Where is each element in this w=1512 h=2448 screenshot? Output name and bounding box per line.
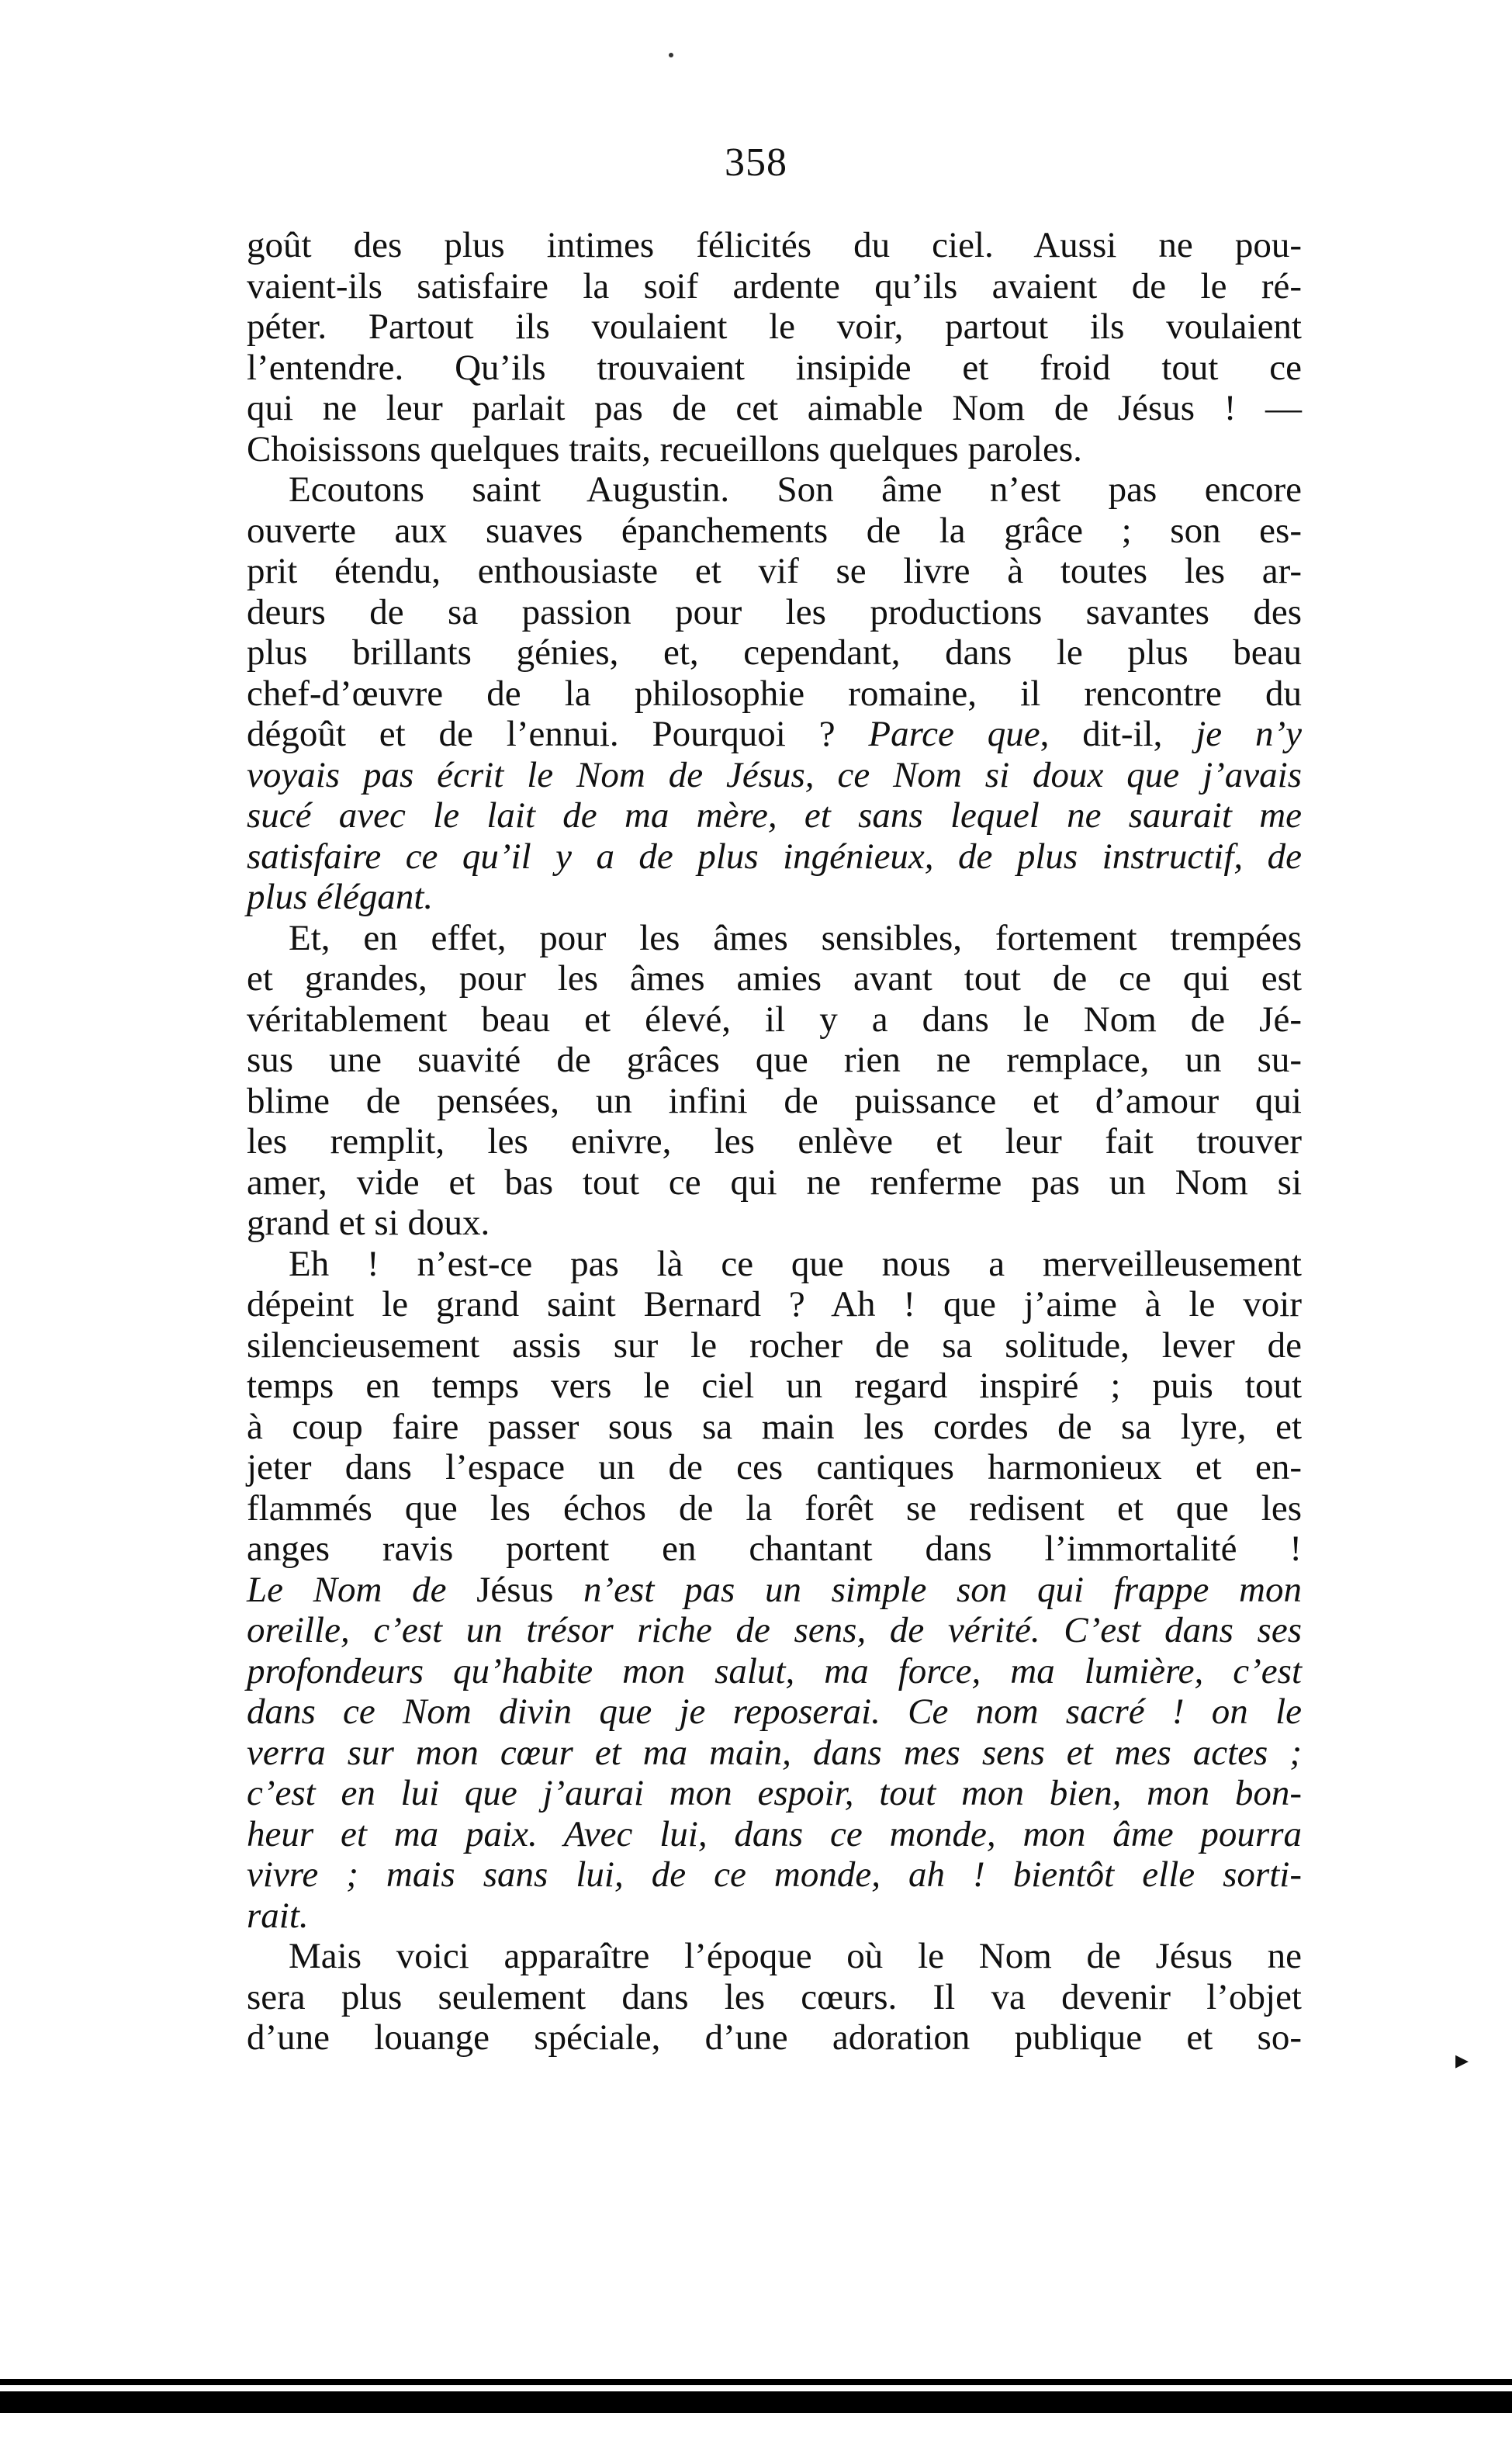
text-segment: qui ne leur parlait pas de cet aimable Nom de Jésus ! — [247, 388, 1302, 428]
margin-arrow-icon: ▸ [1455, 2045, 1469, 2076]
body-text [247, 225, 1302, 2058]
text-line [247, 958, 1302, 999]
text-segment: grand et si doux. [247, 1203, 490, 1243]
text-line [247, 388, 1302, 429]
text-line [247, 469, 1302, 511]
text-line [247, 999, 1302, 1040]
text-line [247, 755, 1302, 796]
text-line [247, 1040, 1302, 1081]
italic-text: rait. [247, 1895, 309, 1936]
text-segment: jeter dans l’espace un de ces cantiques harmonieux et en- [247, 1447, 1302, 1487]
text-line [247, 1977, 1302, 2018]
italic-text: n’est pas un simple son qui frappe mon [553, 1569, 1302, 1610]
text-segment: d’une louange spéciale, d’une adoration publique et so- [247, 2017, 1302, 2058]
text-line [247, 1773, 1302, 1814]
italic-text: c’est en lui que j’aurai mon espoir, tout mon bien, mon bon- [247, 1773, 1302, 1813]
text-segment: temps en temps vers le ciel un regard inspiré ; puis tout [247, 1366, 1302, 1406]
text-line [247, 1447, 1302, 1488]
text-line [247, 1854, 1302, 1896]
italic-text: verra sur mon cœur et ma main, dans mes sens et mes actes ; [247, 1732, 1302, 1773]
italic-text: vivre ; mais sans lui, de ce monde, ah ! bientôt elle sorti- [247, 1854, 1302, 1895]
text-line [247, 2017, 1302, 2058]
text-line [247, 836, 1302, 878]
text-segment: silencieusement assis sur le rocher de sa solitude, lever de [247, 1324, 1302, 1366]
text-line [247, 511, 1302, 552]
italic-text: voyais pas écrit le Nom de Jésus, ce Nom si doux que j’avais [247, 754, 1302, 795]
italic-text: heur et ma paix. Avec lui, dans ce monde, mon âme pourra [247, 1813, 1302, 1854]
text-line [247, 1325, 1302, 1366]
text-segment: Ecoutons saint Augustin. Son âme n’est pas encore [289, 469, 1302, 510]
text-line [247, 1244, 1302, 1285]
text-line [247, 673, 1302, 715]
text-segment: Et, en effet, pour les âmes sensibles, fortement trempées [289, 917, 1302, 958]
text-line [247, 551, 1302, 592]
text-line [247, 1121, 1302, 1162]
text-segment: péter. Partout ils voulaient le voir, partout ils voulaient [247, 306, 1302, 347]
text-segment: blime de pensées, un infini de puissance et d’amour qui [247, 1080, 1302, 1121]
text-line [247, 632, 1302, 673]
bottom-border-thin [0, 2379, 1512, 2385]
text-line [247, 1488, 1302, 1529]
text-segment: Jésus [476, 1569, 554, 1610]
italic-text: oreille, c’est un trésor riche de sens, de vérité. C’est dans ses [247, 1610, 1302, 1650]
text-line [247, 592, 1302, 633]
text-segment: véritablement beau et élevé, il y a dans le Nom de Jé- [247, 999, 1302, 1040]
text-line [247, 1610, 1302, 1651]
italic-text: Le Nom de [247, 1569, 477, 1610]
text-line [247, 1366, 1302, 1407]
text-line [247, 306, 1302, 348]
text-segment: dépeint le grand saint Bernard ? Ah ! que j’aime à le voir [247, 1284, 1302, 1324]
text-line [247, 1284, 1302, 1325]
text-segment: plus brillants génies, et, cependant, dans le plus beau [247, 632, 1302, 673]
italic-text: plus élégant. [247, 877, 434, 917]
text-line [247, 429, 1302, 470]
text-segment: sera plus seulement dans les cœurs. Il va devenir l’objet [247, 1976, 1302, 2017]
text-line [247, 795, 1302, 836]
text-line [247, 1651, 1302, 1692]
text-segment: , dit-il, [1040, 714, 1196, 754]
text-line [247, 1733, 1302, 1774]
text-segment: l’entendre. Qu’ils trouvaient insipide et froid tout ce [247, 347, 1302, 388]
text-segment: Choisissons quelques traits, recueillons quelques paroles. [247, 428, 1082, 469]
text-line [247, 1162, 1302, 1203]
text-line [247, 1936, 1302, 1977]
text-line [247, 877, 1302, 918]
text-line [247, 348, 1302, 389]
bottom-border [0, 2391, 1512, 2413]
text-segment: goût des plus intimes félicités du ciel. Aussi ne pou- [247, 225, 1302, 265]
text-line [247, 918, 1302, 959]
text-segment: chef-d’œuvre de la philosophie romaine, il rencontre du [247, 673, 1302, 714]
text-segment: sus une suavité de grâces que rien ne remplace, un su- [247, 1040, 1302, 1080]
text-line [247, 1896, 1302, 1937]
italic-text: sucé avec le lait de ma mère, et sans lequel ne saurait me [247, 795, 1302, 836]
text-line [247, 1203, 1302, 1244]
text-segment: Mais voici apparaître l’époque où le Nom de Jésus ne [289, 1936, 1302, 1976]
text-segment: anges ravis portent en chantant dans l’immortalité ! [247, 1529, 1302, 1569]
text-segment: vaient-ils satisfaire la soif ardente qu’ils avaient de le ré- [247, 265, 1302, 306]
text-segment: flammés que les échos de la forêt se redisent et que les [247, 1487, 1302, 1529]
text-line [247, 225, 1302, 266]
text-segment: Eh ! n’est-ce pas là ce que nous a merveilleusement [289, 1243, 1302, 1284]
text-line [247, 1081, 1302, 1122]
italic-text: profondeurs qu’habite mon salut, ma force, ma lumière, c’est [247, 1650, 1302, 1691]
text-line [247, 714, 1302, 755]
text-segment: dégoût et de l’ennui. Pourquoi ? [247, 714, 869, 754]
text-line [247, 1570, 1302, 1611]
text-segment: amer, vide et bas tout ce qui ne renferme pas un Nom si [247, 1162, 1302, 1203]
italic-text: je n’y [1195, 714, 1302, 754]
text-line [247, 1814, 1302, 1855]
italic-text: Parce que [868, 714, 1040, 754]
text-segment: prit étendu, enthousiaste et vif se livre à toutes les ar- [247, 551, 1302, 591]
text-segment: à coup faire passer sous sa main les cordes de sa lyre, et [247, 1406, 1302, 1447]
text-line [247, 266, 1302, 307]
text-line [247, 1529, 1302, 1570]
page-number: 358 [725, 140, 787, 185]
italic-text: dans ce Nom divin que je reposerai. Ce nom sacré ! on le [247, 1691, 1302, 1732]
text-line [247, 1407, 1302, 1448]
text-segment: deurs de sa passion pour les productions savantes des [247, 591, 1302, 632]
text-line [247, 1691, 1302, 1733]
text-segment: les remplit, les enivre, les enlève et leur fait trouver [247, 1121, 1302, 1162]
text-segment: et grandes, pour les âmes amies avant tout de ce qui est [247, 958, 1302, 999]
text-segment: ouverte aux suaves épanchements de la grâce ; son es- [247, 510, 1302, 551]
italic-text: satisfaire ce qu’il y a de plus ingénieux, de plus instructif, de [247, 836, 1302, 877]
speck-mark [669, 53, 673, 57]
